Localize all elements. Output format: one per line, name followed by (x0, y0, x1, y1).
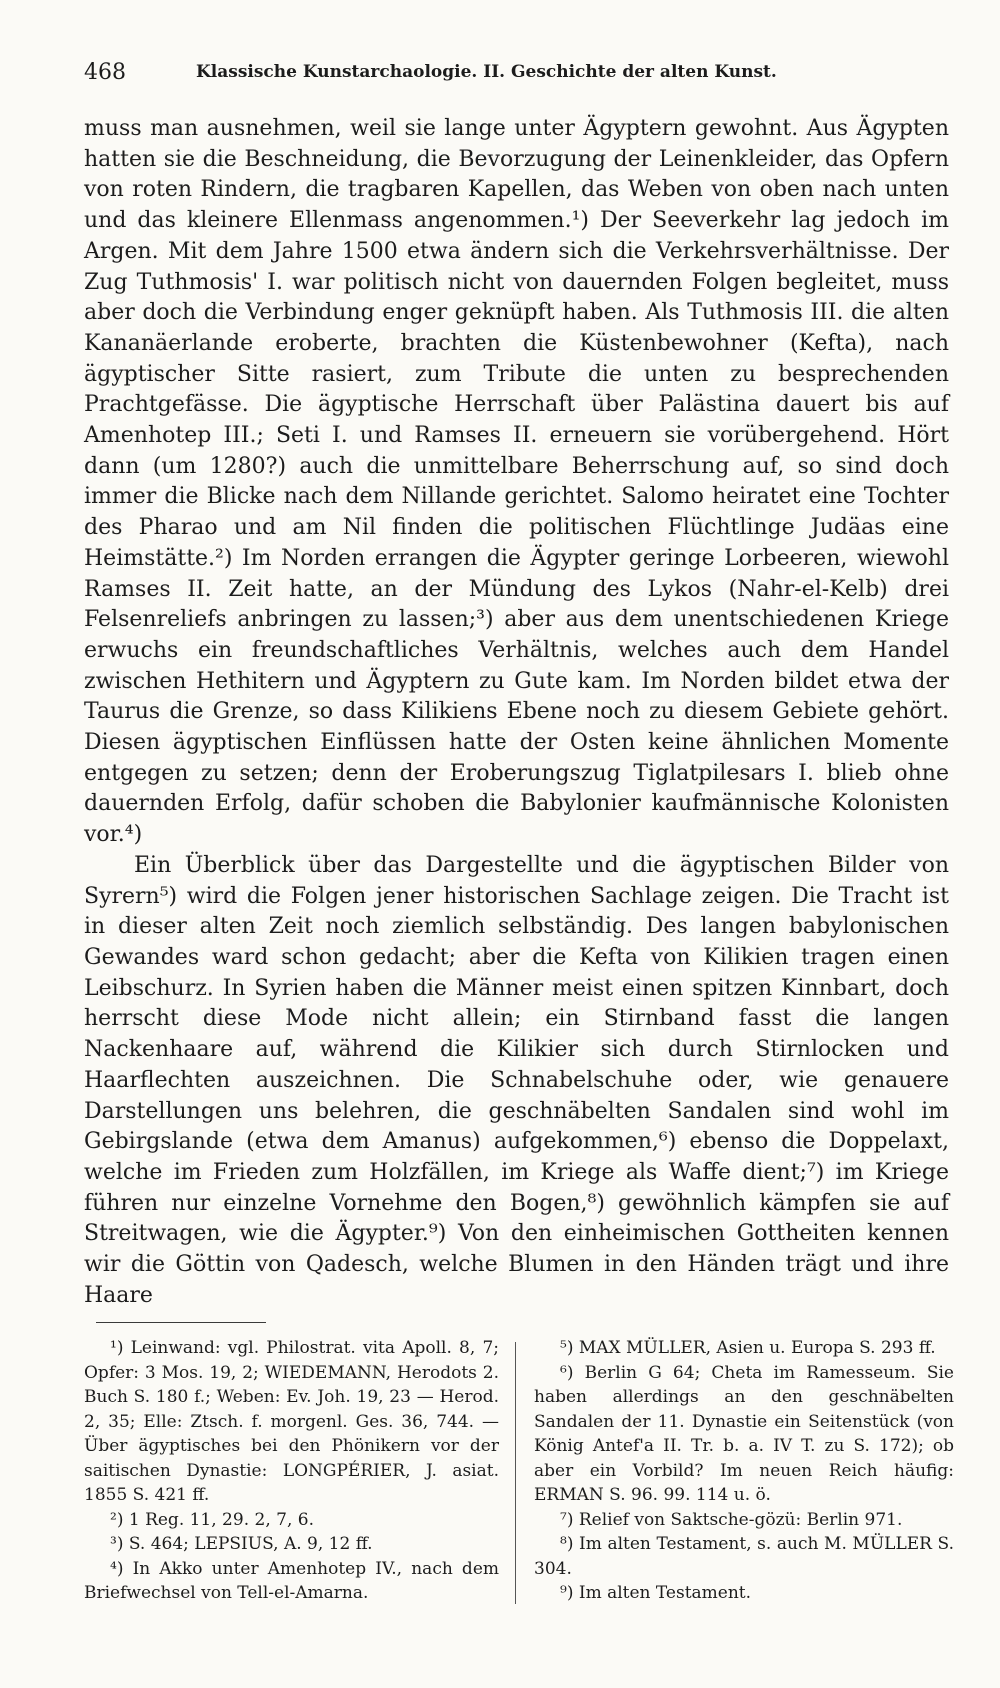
page-number: 468 (84, 60, 126, 85)
column-divider (515, 1342, 516, 1604)
running-title: Klassische Kunstarchaologie. II. Geschichte der alten Kunst. (196, 62, 777, 82)
footnote-2: ²) 1 Reg. 11, 29. 2, 7, 6. (110, 1509, 314, 1530)
footnote-6: ⁶) Berlin G 64; Cheta im Ramesseum. Sie haben allerdings an den geschnäbelten Sandalen der 11. Dynastie ein Seitenstück (von König Antef'a II. Tr. b. a. IV T. zu S. 172); ob aber ein Vorbild? Im neuen Reich häufig: ERMAN S. 96. 99. 114 u. ö. (534, 1362, 954, 1505)
body-paragraph: Ein Überblick über das Dargestellte und die ägyptischen Bilder von Syrern⁵) wird die Folgen jener historischen Sachlage zeigen. Die Tracht ist in dieser alten Zeit noch ziemlich selbständig. Des langen babylonischen Gewandes ward schon gedacht; aber die Kefta von Kilikien tragen einen Leibschurz. In Syrien haben die Männer meist einen spitzen Kinnbart, doch herrscht diese Mode nicht allein; ein Stirnband fasst die langen Nackenhaare auf, während die Kilikier sich durch Stirnlocken und Haarflechten auszeichnen. Die Schnabelschuhe oder, wie genauere Darstellungen uns belehren, die geschnäbelten Sandalen sind wohl im Gebirgslande (etwa dem Amanus) aufgekommen,⁶) ebenso die Doppelaxt, welche im Frieden zum Holzfällen, im Kriege als Waffe dient;⁷) im Kriege führen nur einzelne Vornehme den Bogen,⁸) gewöhnlich kämpfen sie auf Streitwagen, wie die Ägypter.⁹) Von den einheimischen Gottheiten kennen wir die Göttin von Qadesch, welche Blumen in den Händen trägt und ihre Haare (84, 852, 949, 1308)
footnote-divider (96, 1322, 266, 1323)
body-paragraph: muss man ausnehmen, weil sie lange unter Ägyptern gewohnt. Aus Ägypten hatten sie die Beschneidung, die Bevorzugung der Leinenkleider, das Opfern von roten Rindern, die tragbaren Kapellen, das Weben von oben nach unten und das kleinere Ellenmass angenommen.¹) Der Seeverkehr lag jedoch im Argen. Mit dem Jahre 1500 etwa ändern sich die Verkehrsverhältnisse. Der Zug Tuthmosis' I. war politisch nicht von dauernden Folgen begleitet, muss aber doch die Verbindung enger geknüpft haben. Als Tuthmosis III. die alten Kananäerlande eroberte, brachten die Küstenbewohner (Kefta), nach ägyptischer Sitte rasiert, zum Tribute die unten zu besprechenden Prachtgefässe. Die ägyptische Herrschaft über Palästina dauert bis auf Amenhotep III.; Seti I. und Ramses II. erneuern sie vorübergehend. Hört dann (um 1280?) auch die unmittelbare Beherrschung auf, so sind doch immer die Blicke nach dem Nillande gerichtet. Salomo heiratet eine Tochter des Pharao und am Nil finden die politischen Flüchtlinge Judäas eine Heimstätte.²) Im Norden errangen die Ägypter geringe Lorbeeren, wiewohl Ramses II. Zeit hatte, an der Mündung des Lykos (Nahr-el-Kelb) drei Felsenreliefs anbringen zu lassen;³) aber aus dem unentschiedenen Kriege erwuchs ein freundschaftliches Verhältnis, welches auch dem Handel zwischen Hethitern und Ägyptern zu Gute kam. Im Norden bildet etwa der Taurus die Grenze, so dass Kilikiens Ebene noch zu diesem Gebiete gehört. Diesen ägyptischen Einflüssen hatte der Osten keine ähnlichen Momente entgegen zu setzen; denn der Eroberungszug Tiglatpilesars I. blieb ohne dauernden Erfolg, dafür schoben die Babylonier kaufmännische Kolonisten vor.⁴) (84, 116, 949, 848)
main-text (84, 114, 949, 1311)
footnote-3: ³) S. 464; LEPSIUS, A. 9, 12 ff. (110, 1534, 373, 1554)
footnotes-right-column (534, 1336, 954, 1606)
footnote-9: ⁹) Im alten Testament. (560, 1583, 752, 1603)
footnote-7: ⁷) Relief von Saktsche-gözü: Berlin 971. (560, 1509, 903, 1530)
footnote-5: ⁵) MAX MÜLLER, Asien u. Europa S. 293 ff. (560, 1338, 936, 1358)
footnote-8: ⁸) Im alten Testament, s. auch M. MÜLLER S. 304. (534, 1534, 954, 1579)
footnote-1: ¹) Leinwand: vgl. Philostrat. vita Apoll. 8, 7; Opfer: 3 Mos. 19, 2; WIEDEMANN, Herodots 2. Buch S. 180 f.; Weben: Ev. Joh. 19, 23 — Herod. 2, 35; Elle: Ztsch. f. morgenl. Ges. 36, 744. — Über ägyptisches bei den Phönikern vor der saitischen Dynastie: LONGPÉRIER, J. asiat. 1855 S. 421 ff. (84, 1338, 499, 1505)
footnote-4: ⁴) In Akko unter Amenhotep IV., nach dem Briefwechsel von Tell-el-Amarna. (84, 1558, 499, 1603)
page-header (84, 52, 874, 92)
footnotes-left-column (84, 1336, 499, 1606)
footnotes (84, 1336, 954, 1626)
